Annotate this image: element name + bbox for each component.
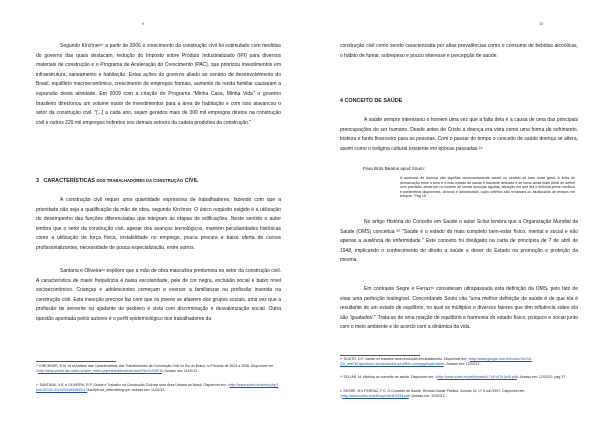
footnote-divider [340, 355, 420, 356]
footnote [340, 375, 578, 380]
footnote [340, 389, 578, 398]
footnote-link[interactable]: http://www.scielo.br/pdf/physis/v17n1/v17n1a06.pdf [437, 375, 517, 379]
footnote-link[interactable]: http://www.portal.fae.unifra.br/seer_index.php/rebedub/article/view/File/3/26/875 [38, 368, 162, 373]
footnote [36, 364, 281, 373]
footnote-link[interactable]: http://www.google.com.br/books?id=D9-QA_hee7kC&printsec=frontcover&hl=pt-BR#v=onepage&q&f=false [340, 357, 533, 366]
footnote-text: ²⁹ SOUTO, D.F. Saúde no trabalho uma revolução em andamento. Disponível em: < [340, 357, 471, 361]
footnote-text: > Acesso em: 11/02/12. [161, 368, 199, 373]
footnote-text: &script=sci_arttext&tlng=pt> Acesso em: 11/02/12. [87, 387, 166, 392]
paragraph: A saúde sempre interessou o homem uma vez que a falta dela é a causa de uma das principais preocupações do ser humano. Desde antes de Cristo a doença era vista como uma forma de sofrimento, tristeza e fardo financeiro para as pessoas. Com o passar do tempo o conceito de saúde doença se altera, assim como o estigma cultural existente em épocas passadas.²⁹ [340, 117, 578, 152]
paragraph: Santana e Oliveira²⁸ expõem que a mão de obra masculina predomina no setor da construção civil. A característica de maior frequência é baixa escolaridade, pele de cor negra, exclusão social e baixo nível socioeconômico. Crianças e adolescentes começam a exercer a familiarizar na profissão inserida na construção civil. Esta inserção precoce faz com que os jovens se afastem dos grupos sociais, uma vez que a profissão de servente ou ajudante de pedreiro é vista com discriminação e desvalorização social. Outra questão apontada pelos autores é o perfil epidemiológico dos trabalhadores da [36, 268, 281, 322]
footnote-text: > Acesso em: 12/02/12. pág 37 [516, 375, 566, 379]
heading-number: 3 [36, 178, 39, 184]
paragraph: construção civil como sendo caracterizada por altas prevalências como o consumo de bebidas alcoólicas, o hábito de fumar, sobrepeso e pouco interesse e percepção de saúde. [340, 43, 578, 59]
section-heading [36, 177, 198, 185]
section-heading: 4 CONCEITO DE SAÚDE [340, 98, 403, 104]
paragraph: Para Brito Beatos apud Souto: [363, 166, 426, 171]
paragraph: No artigo História do Conceito em Saúde o autor Scliar lembra que a Organização Mundial da Saúde (OMS) conceitua ³⁰ "Saúde é o estado do mais completo bem-estar físico, mental e social e não apenas a ausência de enfermidade." Este conceito foi divulgado na carta de princípios de 7 de abril de 1948, implicando o conhecimento do direito a saúde e dever do Estado na promoção e proteção da mesma. [340, 219, 578, 264]
footnote-text: ²⁸ SANTANA, V.S; e OLIVEIRA, R.P. Saúde e Trabalho na Construção Civil em uma Área Urbana do Brasil. Disponível em: < [36, 383, 230, 387]
paragraph: Segundo Kirchner²⁷ a partir de 2006 o crescimento da construção civil foi estimulado com medidas do governo das quais destacam, redução do Imposto sobre Produto Industrializado (IPI) para diversos materiais de construção e o Programa de Aceleração do Crescimento (PAC), que priorizou investimentos em infraestrutura, saneamento e habitação. Estas ações do governo aliado ao cenário de desenvolvimento do Brasil, equilíbrio macroeconômico, crescimento de empregos formais, aumento de renda familiar causaram a expansão desta atividade. Em 2009 com a criação do Programa "Minha Casa, Minha Vida" o governo brasileiro direcionou um volume maior de investimentos para a área de habitação e com isso alavancou o setor da construção civil. "[...] a cada ano, sejam gerados mais de 300 mil empregos diretos na construção civil e outros 229 mil empregos indiretos nos demais setores da cadeia produtiva da construção." [36, 43, 281, 126]
heading-end: CIVIL [184, 178, 199, 184]
paragraph: A construção civil requer uma quantidade expressiva de trabalhadores, fazendo com que a prioridade não seja a qualificação da mão de obra, segundo Kirchner. O único requisito exigido é a utilização do desempenho das funções diferenciadas que integram as etapas de edificações. Neste sentido o autor lembra que o setor da construção civil, apesar dos avanços tecnológicos, mantém peculiaridades históricas como a utilização de força física, instabilidade no emprego, pouca procura e baixa oferta de cursos profissionalizantes, necessidade de pouca especialização, entre outros. [36, 197, 281, 251]
footnote-text: > Acesso em: 12/02/12. [408, 393, 446, 398]
footnote-text: > Acesso em: 12/02/12. [443, 361, 481, 366]
page-number: 9 [142, 22, 144, 26]
block-quote: A ausência de doença não significa necessariamente saúde no sentido de bem estar geral. A linha de demarcação entre o bem e o mau estado de saúde é bastante delicada e se torna ainda mais difícil de definir com precisão, ainda ser no locante de certas doenças agudas, situação em que ela é definida pelos médicos e parâmetros disponíveis, clínicos e laboratoriais, cujos critérios são revisados ou atualizados de tempos em tempos.' Pág 15 [400, 176, 575, 199]
footnote-text: ²⁷ KIRCHNER, R.M. et al Análise das Características dos Trabalhadores da Construção Civil no Sul do Brasil, no Período de 2003 a 2008. Disponível em: < [36, 364, 275, 373]
footnote [340, 357, 578, 366]
footnote-text: ³⁰ SCLIAR, M. História do conceito de saúde. Disponível em: < [340, 375, 438, 379]
page-number: 10 [539, 22, 543, 26]
heading-small-caps: DOS TRABALHADORES DA CONSTRUÇÃO [96, 178, 184, 183]
paragraph: Em contraste Segre e Ferraz³¹ consideram ultrapassada esta definição da OMS, pelo fato de visar uma perfeição inatingível. Concordando Souto cita "uma melhor definição de saúde é de que ela é resultante de um estado de equilíbrio, no qual os múltiplos e diversos fatores que têm influência sobre ela são 'igualados'." Trata-se de uma relação de equilíbrio e harmonia do estado físico, psíquico e social junto com o meio ambiente e de acordo com a dinâmica da vida. [340, 286, 578, 331]
footnote-link[interactable]: http://www.scielo.br/scielo.php?pid=S0102-311X2004000300017 [36, 383, 279, 392]
footnote-link[interactable]: http://www.scielo.br/pdf/rsp/v31n5/2334.pdf [342, 393, 409, 398]
footnote-divider [36, 361, 116, 362]
heading-main: CARACTERÍSTICAS [43, 178, 96, 184]
footnote-text: ³¹ SEGRE, M e FERRAZ, F.C. O Conceito de Saúde. Revista Saúde Pública. Volume 31, nº 5 out./1997. Disponível em: < [340, 389, 526, 398]
right-page [300, 0, 600, 424]
footnote [36, 383, 281, 392]
